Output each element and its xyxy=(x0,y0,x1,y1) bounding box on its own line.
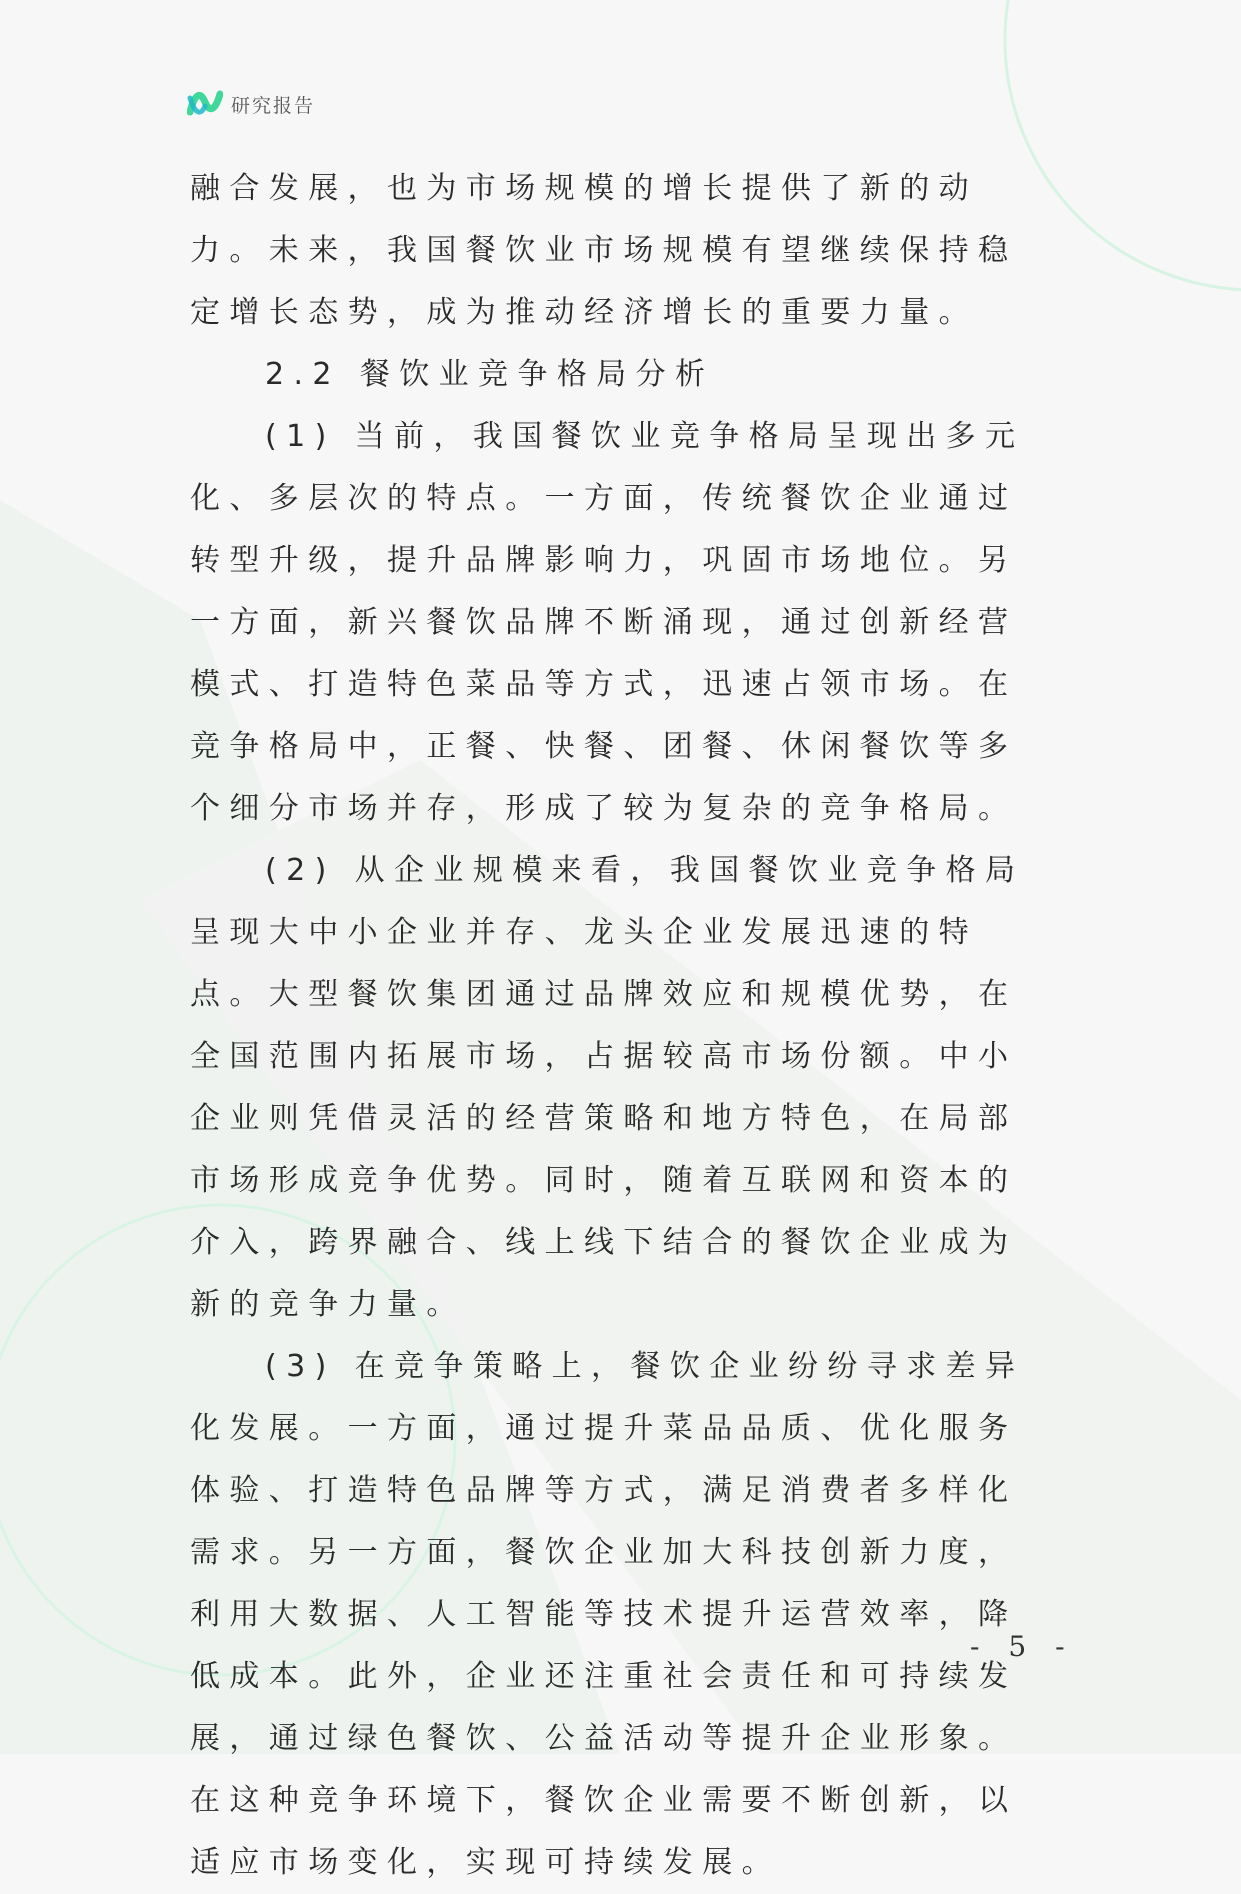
brand-logo-icon xyxy=(187,88,223,120)
paragraph-continued: 融合发展，也为市场规模的增长提供了新的动力。未来，我国餐饮业市场规模有望继续保持稳定增长态势，成为推动经济增长的重要力量。 xyxy=(190,171,1018,330)
paragraph-2: (2) 从企业规模来看，我国餐饮业竞争格局呈现大中小企业并存、龙头企业发展迅速的特点。大型餐饮集团通过品牌效应和规模优势，在全国范围内拓展市场，占据较高市场份额。中小企业则凭借灵活的经营策略和地方特色，在局部市场形成竞争优势。同时，随着互联网和资本的介入，跨界融合、线上线下结合的餐饮企业成为新的竞争力量。 xyxy=(190,853,1025,1322)
paragraph-3: (3) 在竞争策略上，餐饮企业纷纷寻求差异化发展。一方面，通过提升菜品品质、优化服务体验、打造特色品牌等方式，满足消费者多样化需求。另一方面，餐饮企业加大科技创新力度，利用大数据、人工智能等技术提升运营效率，降低成本。此外，企业还注重社会责任和可持续发展，通过绿色餐饮、公益活动等提升企业形象。在这种竞争环境下，餐饮企业需要不断创新，以适应市场变化，实现可持续发展。 xyxy=(190,1349,1025,1880)
page-number: - 5 - xyxy=(970,1630,1075,1663)
paragraph-1: (1) 当前，我国餐饮业竞争格局呈现出多元化、多层次的特点。一方面，传统餐饮企业通过转型升级，提升品牌影响力，巩固市场地位。另一方面，新兴餐饮品牌不断涌现，通过创新经营模式、打造特色菜品等方式，迅速占领市场。在竞争格局中，正餐、快餐、团餐、休闲餐饮等多个细分市场并存，形成了较为复杂的竞争格局。 xyxy=(190,419,1025,826)
document-body xyxy=(190,158,1055,1894)
section-heading: 2.2 餐饮业竞争格局分析 xyxy=(265,357,715,392)
header-title: 研究报告 xyxy=(231,94,316,117)
report-header xyxy=(187,88,315,120)
